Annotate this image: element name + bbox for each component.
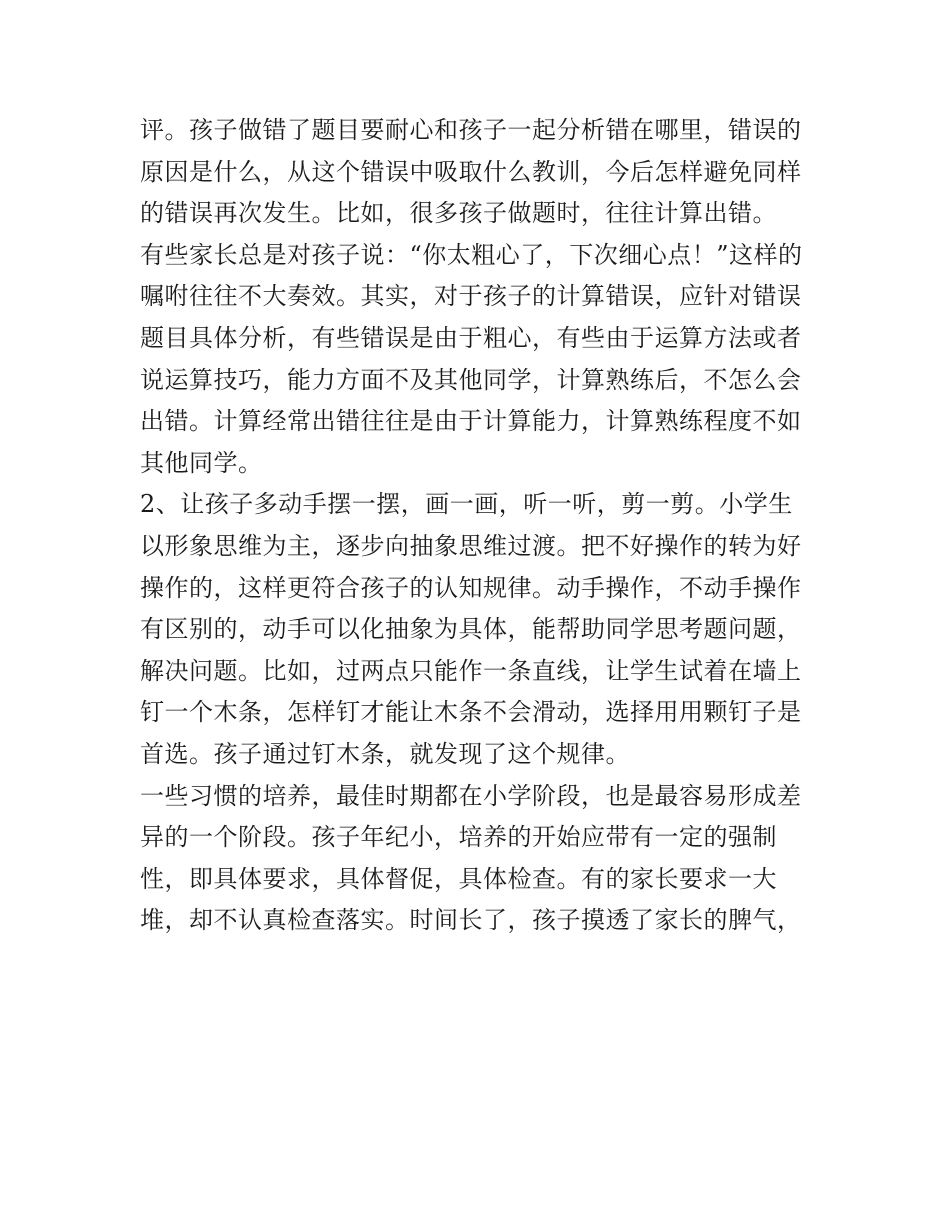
- text-line: 评。孩子做错了题目要耐心和孩子一起分析错在哪里，错误的: [140, 116, 802, 144]
- text-line: 异的一个阶段。孩子年纪小，培养的开始应带有一定的强制: [140, 823, 777, 852]
- text-line: 出错。计算经常出错往往是由于计算能力，计算熟练程度不如: [140, 407, 802, 436]
- text-line: 首选。孩子通过钉木条，就发现了这个规律。: [140, 739, 630, 768]
- text-line: 性，即具体要求，具体督促，具体检查。有的家长要求一大: [140, 864, 777, 893]
- text-line: 说运算技巧，能力方面不及其他同学，计算熟练后，不怎么会: [140, 365, 802, 394]
- text-line: 堆，却不认真检查落实。时间长了，孩子摸透了家长的脾气，: [140, 906, 802, 935]
- text-line: 嘱咐往往不大奏效。其实，对于孩子的计算错误，应针对错误: [140, 282, 802, 311]
- text-line: 钉一个木条，怎样钉才能让木条不会滑动，选择用用颗钉子是: [140, 698, 802, 727]
- text-line: 以形象思维为主，逐步向抽象思维过渡。把不好操作的转为好: [140, 531, 802, 560]
- text-line: 操作的，这样更符合孩子的认知规律。动手操作，不动手操作: [140, 573, 802, 602]
- text-line: 原因是什么，从这个错误中吸取什么教训，今后怎样避免同样: [140, 157, 802, 186]
- text-line: 题目具体分析，有些错误是由于粗心，有些由于运算方法或者: [140, 323, 802, 352]
- text-line: 一些习惯的培养，最佳时期都在小学阶段，也是最容易形成差: [140, 781, 802, 810]
- text-line: 的错误再次发生。比如，很多孩子做题时，往往计算出错。: [140, 199, 777, 228]
- text-line: 有些家长总是对孩子说：“你太粗心了，下次细心点！”这样的: [140, 240, 803, 269]
- body-text: [140, 110, 820, 942]
- text-line: 其他同学。: [140, 448, 263, 477]
- text-line: 有区别的，动手可以化抽象为具体，能帮助同学思考题问题，: [140, 615, 802, 644]
- text-line: 2、让孩子多动手摆一摆，画一画，听一听，剪一剪。小学生: [140, 490, 793, 519]
- text-line: 解决问题。比如，过两点只能作一条直线，让学生试着在墙上: [140, 656, 802, 685]
